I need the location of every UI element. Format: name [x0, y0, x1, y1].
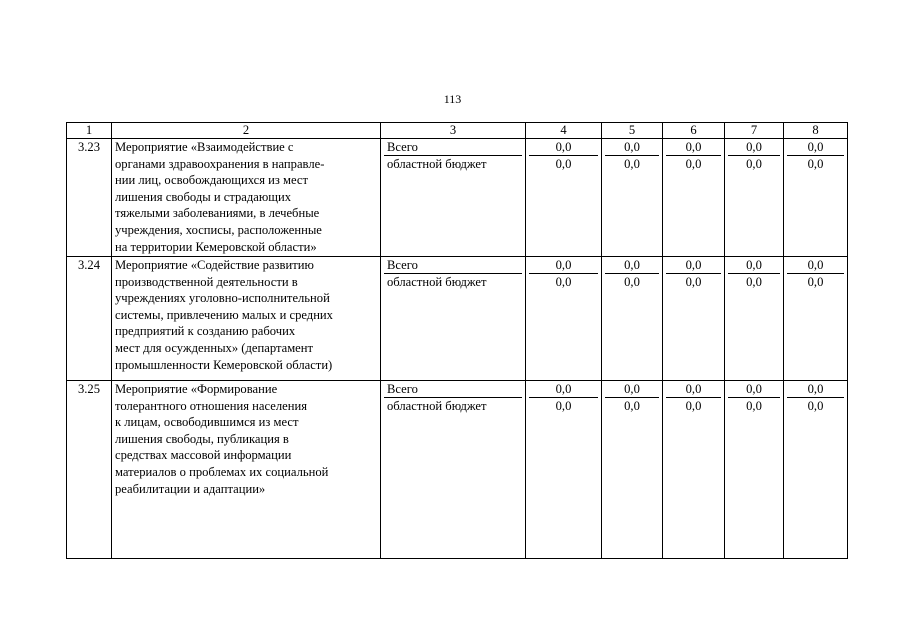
value-total: 0,0: [605, 381, 659, 398]
funding-source-cell: [381, 381, 526, 559]
value-cell: [725, 139, 784, 257]
measure-name-line: Мероприятие «Содействие развитию: [115, 258, 314, 272]
header-cell: 7: [725, 123, 784, 139]
value-regional: 0,0: [685, 157, 702, 171]
value-cell: [663, 139, 725, 257]
value-regional: 0,0: [746, 275, 762, 289]
value-regional: 0,0: [685, 399, 702, 413]
measure-name-line: реабилитации и адаптации»: [115, 481, 266, 496]
value-cell: [526, 257, 602, 381]
budget-table: [66, 122, 848, 559]
table-row: [67, 257, 848, 381]
measure-name-line: мест для осужденных» (департамент: [115, 340, 313, 355]
value-regional: 0,0: [807, 157, 824, 171]
value-cell: [602, 257, 663, 381]
funding-source-cell: [381, 257, 526, 381]
value-cell: [526, 381, 602, 559]
header-cell: 4: [526, 123, 602, 139]
value-regional: 0,0: [746, 399, 762, 413]
header-cell: 6: [663, 123, 725, 139]
value-total: 0,0: [605, 257, 659, 274]
measure-name-line: Мероприятие «Формирование: [115, 382, 278, 396]
source-total: Всего: [384, 139, 522, 156]
source-regional-budget: областной бюджет: [387, 399, 487, 413]
measure-name-line: предприятий к созданию рабочих: [115, 324, 296, 339]
value-total: 0,0: [787, 381, 844, 398]
value-regional: 0,0: [555, 157, 572, 171]
header-cell: 5: [602, 123, 663, 139]
table-row: [67, 381, 848, 559]
value-cell: [663, 381, 725, 559]
value-cell: [526, 139, 602, 257]
measure-name-line: учреждениях уголовно-исполнительной: [115, 291, 330, 306]
value-total: 0,0: [529, 381, 598, 398]
value-cell: [784, 381, 848, 559]
measure-name-line: лишения свободы, публикация в: [115, 431, 289, 446]
header-cell: 3: [381, 123, 526, 139]
value-regional: 0,0: [746, 157, 762, 171]
value-cell: [784, 139, 848, 257]
measure-name: [112, 139, 381, 257]
measure-name-line: учреждения, хосписы, расположенные: [115, 222, 322, 237]
value-cell: [725, 257, 784, 381]
value-total: 0,0: [666, 257, 721, 274]
value-cell: [725, 381, 784, 559]
value-total: 0,0: [728, 257, 780, 274]
value-total: 0,0: [728, 381, 780, 398]
value-total: 0,0: [666, 139, 721, 156]
value-regional: 0,0: [555, 275, 572, 289]
value-regional: 0,0: [807, 399, 824, 413]
value-regional: 0,0: [624, 399, 640, 413]
value-cell: [602, 381, 663, 559]
row-number: 3.25: [67, 381, 112, 559]
measure-name-line: промышленности Кемеровской области): [115, 357, 333, 372]
value-total: 0,0: [529, 257, 598, 274]
source-regional-budget: областной бюджет: [387, 275, 487, 289]
measure-name-line: лишения свободы и страдающих: [115, 189, 291, 204]
measure-name-line: органами здравоохранения в направле-: [115, 156, 325, 171]
source-total: Всего: [384, 381, 522, 398]
header-row: [67, 123, 848, 139]
row-number: 3.23: [67, 139, 112, 257]
value-total: 0,0: [787, 257, 844, 274]
measure-name: [112, 381, 381, 559]
measure-name-line: производственной деятельности в: [115, 274, 298, 289]
measure-name: [112, 257, 381, 381]
source-total: Всего: [384, 257, 522, 274]
header-cell: 1: [67, 123, 112, 139]
table-row: [67, 139, 848, 257]
header-cell: 8: [784, 123, 848, 139]
value-cell: [602, 139, 663, 257]
funding-source-cell: [381, 139, 526, 257]
value-total: 0,0: [666, 381, 721, 398]
value-total: 0,0: [787, 139, 844, 156]
measure-name-line: материалов о проблемах их социальной: [115, 464, 329, 479]
measure-name-line: Мероприятие «Взаимодействие с: [115, 140, 294, 154]
value-total: 0,0: [605, 139, 659, 156]
measure-name-line: толерантного отношения населения: [115, 398, 307, 413]
value-regional: 0,0: [807, 275, 824, 289]
value-regional: 0,0: [624, 157, 640, 171]
value-total: 0,0: [728, 139, 780, 156]
measure-name-line: нии лиц, освобождающихся из мест: [115, 173, 309, 188]
value-cell: [784, 257, 848, 381]
header-cell: 2: [112, 123, 381, 139]
value-total: 0,0: [529, 139, 598, 156]
row-number: 3.24: [67, 257, 112, 381]
measure-name-line: системы, привлечению малых и средних: [115, 307, 333, 322]
source-regional-budget: областной бюджет: [387, 157, 487, 171]
value-regional: 0,0: [685, 275, 702, 289]
measure-name-line: на территории Кемеровской области»: [115, 239, 317, 254]
page-number: 113: [443, 92, 462, 106]
value-cell: [663, 257, 725, 381]
measure-name-line: к лицам, освободившимся из мест: [115, 415, 299, 430]
value-regional: 0,0: [624, 275, 640, 289]
value-regional: 0,0: [555, 399, 572, 413]
measure-name-line: средствах массовой информации: [115, 448, 292, 463]
measure-name-line: тяжелыми заболеваниями, в лечебные: [115, 206, 320, 221]
